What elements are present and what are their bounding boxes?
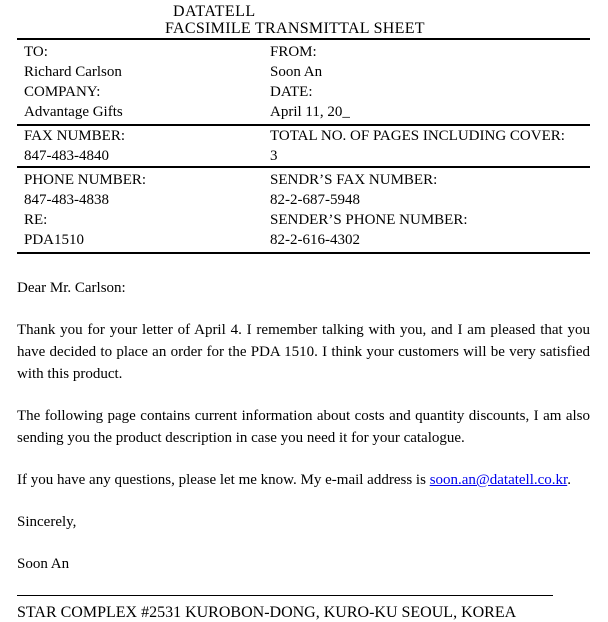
fax-row bbox=[17, 62, 590, 82]
fax-number-value: 847-483-4840 bbox=[24, 148, 109, 164]
company-name: DATATELL bbox=[173, 3, 256, 20]
company-value: Advantage Gifts bbox=[24, 104, 123, 120]
re-label: RE: bbox=[24, 212, 48, 228]
fax-row bbox=[17, 146, 590, 166]
fax-group-fax-number bbox=[17, 126, 590, 168]
fax-group-recipient bbox=[17, 40, 590, 126]
fax-row bbox=[17, 190, 590, 210]
document-title: FACSIMILE TRANSMITTAL SHEET bbox=[165, 20, 425, 37]
date-label: DATE: bbox=[270, 84, 313, 100]
fax-row bbox=[17, 42, 590, 62]
from-label: FROM: bbox=[270, 44, 317, 60]
paragraph-3-period: . bbox=[567, 472, 571, 488]
fax-row bbox=[17, 102, 590, 122]
paragraph-2: The following page contains current information about costs and quantity discounts, I am also sending you the product description in case you need it for your catalogue. bbox=[17, 408, 590, 446]
total-pages-value: 3 bbox=[270, 148, 278, 164]
to-label: TO: bbox=[24, 44, 48, 60]
re-value: PDA1510 bbox=[24, 232, 85, 248]
sender-fax-label: SENDR’S FAX NUMBER: bbox=[270, 172, 438, 188]
sender-phone-value: 82-2-616-4302 bbox=[270, 232, 360, 248]
fax-row bbox=[17, 230, 590, 250]
paragraph-1: Thank you for your letter of April 4. I remember talking with you, and I am pleased that you have decided to place an order for the PDA 1510. I think your customers will be very satisfied with this product. bbox=[17, 322, 590, 382]
signature: Soon An bbox=[17, 556, 70, 572]
paragraph-3 bbox=[17, 469, 590, 491]
total-pages-label: TOTAL NO. OF PAGES INCLUDING COVER: bbox=[270, 128, 565, 144]
paragraph-3-text: If you have any questions, please let me know. My e-mail address is bbox=[17, 472, 430, 488]
fax-row bbox=[17, 210, 590, 230]
sender-phone-label: SENDER’S PHONE NUMBER: bbox=[270, 212, 468, 228]
email-link[interactable]: soon.an@datatell.co.kr bbox=[429, 472, 568, 488]
fax-header-table bbox=[17, 38, 590, 254]
date-value: April 11, 20_ bbox=[270, 104, 350, 120]
closing: Sincerely, bbox=[17, 514, 77, 530]
fax-row bbox=[17, 126, 590, 146]
letter-body bbox=[17, 277, 590, 575]
salutation: Dear Mr. Carlson: bbox=[17, 280, 126, 296]
fax-row bbox=[17, 82, 590, 102]
fax-row bbox=[17, 170, 590, 190]
company-label: COMPANY: bbox=[24, 84, 101, 100]
fax-number-label: FAX NUMBER: bbox=[24, 128, 125, 144]
phone-number-label: PHONE NUMBER: bbox=[24, 172, 147, 188]
to-value: Richard Carlson bbox=[24, 64, 122, 80]
from-value: Soon An bbox=[270, 64, 323, 80]
phone-number-value: 847-483-4838 bbox=[24, 192, 109, 208]
fax-group-phone bbox=[17, 168, 590, 254]
sender-fax-value: 82-2-687-5948 bbox=[270, 192, 360, 208]
document-header bbox=[0, 0, 608, 37]
footer-address: STAR COMPLEX #2531 KUROBON-DONG, KURO-KU SEOUL, KOREA bbox=[17, 604, 517, 621]
